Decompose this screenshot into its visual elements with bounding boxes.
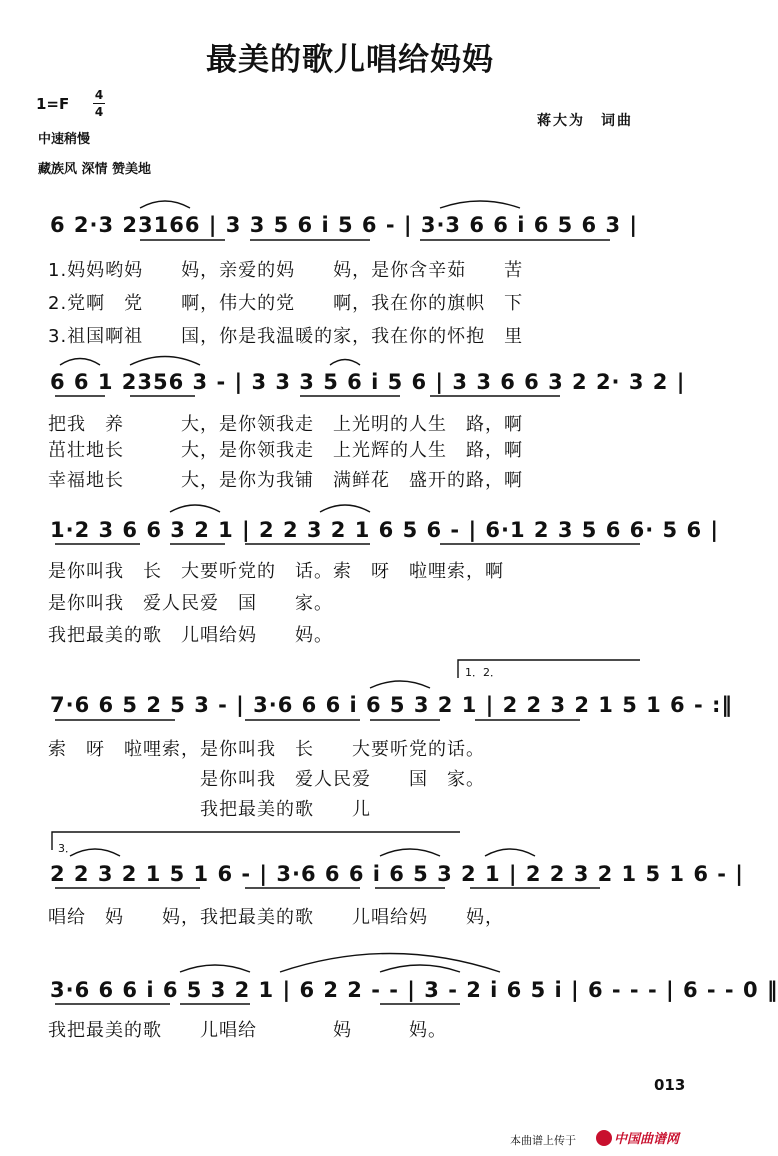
upload-footer: 本曲谱上传于: [510, 1134, 576, 1147]
slur: [440, 201, 520, 208]
time-sig-top: 4: [94, 88, 104, 102]
lyric-row-1-verse-3: 3.祖国啊祖 国，你是我温暖的家，我在你的怀抱 里: [48, 326, 524, 347]
lyric-row-6-verse-1: 我把最美的歌 儿唱给 妈 妈。: [48, 1020, 447, 1041]
notation-row-4: 7·6 6 5 2 5 3 - | 3·6 6 6 i 6 5 3 2 1 | 2 2 3 2 1 5 1 6 - :‖: [50, 693, 733, 717]
slur: [380, 965, 460, 972]
key-signature: 1=F: [36, 95, 70, 113]
site-name: 中国曲谱网: [614, 1132, 680, 1147]
volta-second-ending: 3．: [58, 842, 76, 855]
slur: [330, 360, 360, 366]
page-number: 013: [654, 1076, 686, 1094]
slur: [320, 505, 370, 512]
slur: [60, 359, 100, 366]
lyric-row-4-verse-3: 我把最美的歌 儿: [48, 799, 371, 820]
lyric-row-2-verse-2: 茁壮地长 大，是你领我走 上光辉的人生 路，啊: [48, 440, 523, 461]
notation-row-1: 6 2·3 23166 | 3 3 5 6 i 5 6 - | 3·3 6 6 i 6 5 6 3 |: [50, 213, 639, 237]
notation-row-2: 6 6 1 2356 3 - | 3 3 3 5 6 i 5 6 | 3 3 6 6 3 2 2· 3 2 |: [50, 370, 686, 394]
notation-row-6: 3·6 6 6 i 6 5 3 2 1 | 6 2 2 - - | 3 - 2 i 6 5 i | 6 - - - | 6 - - 0 ‖: [50, 978, 778, 1002]
volta-first-ending: 1．2．: [465, 666, 501, 679]
slur: [70, 849, 120, 856]
song-title: 最美的歌儿唱给妈妈: [206, 42, 494, 78]
slur: [140, 201, 190, 208]
volta-bracket-1: [458, 660, 640, 678]
slur: [180, 965, 250, 972]
volta-bracket-2: [52, 832, 460, 850]
slur: [380, 849, 440, 856]
notation-row-5: 2 2 3 2 1 5 1 6 - | 3·6 6 6 i 6 5 3 2 1 | 2 2 3 2 1 5 1 6 - |: [50, 862, 744, 886]
lyric-row-3-verse-2: 是你叫我 爱人民爱 国 家。: [48, 593, 333, 614]
lyric-row-1-verse-1: 1.妈妈哟妈 妈，亲爱的妈 妈，是你含辛茹 苦: [48, 260, 524, 281]
lyric-row-4-verse-2: 是你叫我 爱人民爱 国 家。: [48, 769, 485, 790]
lyric-row-5-verse-1: 唱给 妈 妈，我把最美的歌 儿唱给妈 妈，: [48, 907, 504, 928]
tempo-marking: 中速稍慢: [38, 132, 91, 147]
composer-credit: 蒋大为 词曲: [537, 113, 633, 129]
time-sig-bottom: 4: [94, 105, 104, 119]
notation-row-3: 1·2 3 6 6 3 2 1 | 2 2 3 2 1 6 5 6 - | 6·1 2 3 5 6 6· 5 6 |: [50, 518, 720, 542]
lyric-row-2-verse-1: 把我 养 大，是你领我走 上光明的人生 路，啊: [48, 414, 523, 435]
lyric-row-3-verse-1: 是你叫我 长 大要听党的 话。索 呀 啦哩索，啊: [48, 561, 504, 582]
lyric-row-4-verse-1: 索 呀 啦哩索，是你叫我 长 大要听党的话。: [48, 739, 485, 760]
slur: [130, 357, 200, 366]
style-marking: 藏族风 深情 赞美地: [38, 162, 152, 177]
slur: [370, 681, 430, 688]
lyric-row-2-verse-3: 幸福地长 大，是你为我铺 满鲜花 盛开的路，啊: [48, 470, 523, 491]
slur: [485, 849, 535, 856]
lyric-row-1-verse-2: 2.党啊 党 啊，伟大的党 啊，我在你的旗帜 下: [48, 293, 524, 314]
slur: [170, 505, 220, 512]
lyric-row-3-verse-3: 我把最美的歌 儿唱给妈 妈。: [48, 625, 333, 646]
